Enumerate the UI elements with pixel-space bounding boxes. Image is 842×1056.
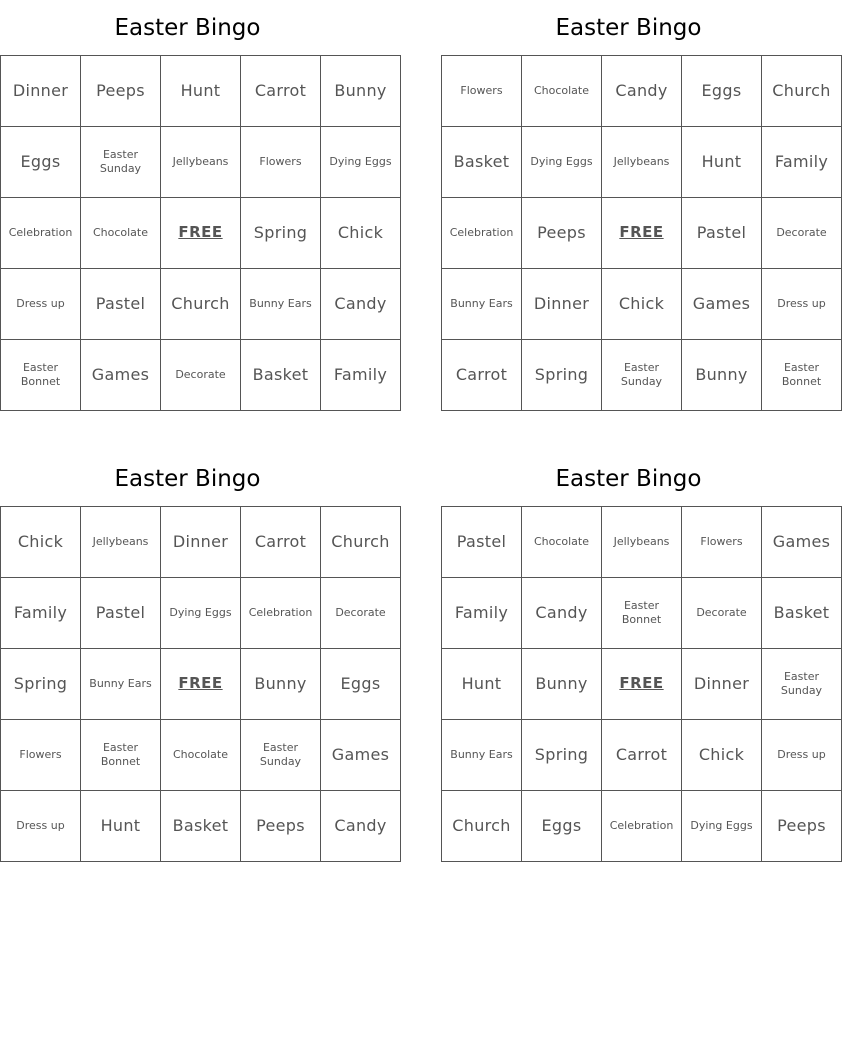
- bingo-cell: Dinner: [522, 269, 602, 340]
- bingo-cell: Dress up: [1, 269, 81, 340]
- bingo-row: [442, 269, 842, 340]
- bingo-row: [442, 56, 842, 127]
- bingo-cell: Bunny Ears: [241, 269, 321, 340]
- bingo-cell: Bunny: [682, 340, 762, 411]
- bingo-cell: Basket: [241, 340, 321, 411]
- bingo-row: [1, 791, 401, 862]
- bingo-cell: Family: [321, 340, 401, 411]
- bingo-cell: Dinner: [161, 507, 241, 578]
- bingo-cell: Flowers: [241, 127, 321, 198]
- bingo-cell: Dying Eggs: [522, 127, 602, 198]
- bingo-grid: [0, 506, 401, 862]
- bingo-row: [1, 720, 401, 791]
- bingo-cell: Peeps: [241, 791, 321, 862]
- bingo-cell: Pastel: [81, 269, 161, 340]
- bingo-cell: Basket: [161, 791, 241, 862]
- bingo-row: [442, 507, 842, 578]
- bingo-cell: Candy: [321, 791, 401, 862]
- bingo-grid: [441, 55, 842, 411]
- bingo-cell: Eggs: [1, 127, 81, 198]
- bingo-cell: Decorate: [321, 578, 401, 649]
- bingo-cell: Celebration: [241, 578, 321, 649]
- bingo-cell: Peeps: [81, 56, 161, 127]
- bingo-cell: Spring: [241, 198, 321, 269]
- bingo-cell: Peeps: [762, 791, 842, 862]
- bingo-cell: Bunny: [522, 649, 602, 720]
- bingo-row: [442, 198, 842, 269]
- bingo-grid: [0, 55, 401, 411]
- bingo-cell: Peeps: [522, 198, 602, 269]
- bingo-cell: Chick: [682, 720, 762, 791]
- free-space: FREE: [161, 649, 241, 720]
- bingo-cell: Carrot: [241, 56, 321, 127]
- free-space: FREE: [602, 198, 682, 269]
- bingo-cell: Carrot: [241, 507, 321, 578]
- bingo-cell: Dying Eggs: [321, 127, 401, 198]
- bingo-cell: Chick: [321, 198, 401, 269]
- bingo-cell: Family: [1, 578, 81, 649]
- bingo-row: [1, 56, 401, 127]
- bingo-cell: Carrot: [442, 340, 522, 411]
- bingo-cell: Candy: [602, 56, 682, 127]
- bingo-cell: Chocolate: [81, 198, 161, 269]
- bingo-row: [442, 578, 842, 649]
- bingo-cell: Eggs: [321, 649, 401, 720]
- bingo-cell: Games: [321, 720, 401, 791]
- bingo-cell: Easter Bonnet: [762, 340, 842, 411]
- bingo-cell: Jellybeans: [161, 127, 241, 198]
- bingo-row: [1, 578, 401, 649]
- bingo-cell: Pastel: [81, 578, 161, 649]
- bingo-cell: Flowers: [682, 507, 762, 578]
- bingo-cell: Celebration: [1, 198, 81, 269]
- bingo-cell: Decorate: [762, 198, 842, 269]
- bingo-cell: Carrot: [602, 720, 682, 791]
- bingo-cell: Church: [321, 507, 401, 578]
- bingo-cell: Chick: [602, 269, 682, 340]
- bingo-row: [442, 127, 842, 198]
- bingo-cell: Chocolate: [161, 720, 241, 791]
- free-space: FREE: [161, 198, 241, 269]
- bingo-cell: Dinner: [1, 56, 81, 127]
- card-title: Easter Bingo: [555, 466, 702, 492]
- bingo-row: [1, 127, 401, 198]
- bingo-row: [442, 720, 842, 791]
- bingo-cell: Hunt: [161, 56, 241, 127]
- bingo-cell: Easter Bonnet: [1, 340, 81, 411]
- bingo-cell: Bunny Ears: [81, 649, 161, 720]
- bingo-cell: Jellybeans: [602, 127, 682, 198]
- bingo-cell: Chocolate: [522, 56, 602, 127]
- bingo-cell: Games: [81, 340, 161, 411]
- bingo-cell: Easter Sunday: [241, 720, 321, 791]
- bingo-row: [1, 269, 401, 340]
- bingo-cell: Dress up: [762, 720, 842, 791]
- bingo-cell: Candy: [522, 578, 602, 649]
- bingo-cell: Bunny Ears: [442, 720, 522, 791]
- bingo-cell: Dinner: [682, 649, 762, 720]
- bingo-cell: Easter Sunday: [762, 649, 842, 720]
- bingo-cell: Family: [762, 127, 842, 198]
- bingo-row: [1, 198, 401, 269]
- bingo-cell: Games: [682, 269, 762, 340]
- bingo-cell: Celebration: [602, 791, 682, 862]
- bingo-cell: Decorate: [161, 340, 241, 411]
- bingo-row: [1, 507, 401, 578]
- bingo-cell: Spring: [522, 720, 602, 791]
- bingo-cell: Spring: [1, 649, 81, 720]
- bingo-cell: Easter Sunday: [81, 127, 161, 198]
- bingo-cell: Church: [161, 269, 241, 340]
- bingo-cell: Easter Bonnet: [602, 578, 682, 649]
- bingo-cell: Pastel: [442, 507, 522, 578]
- bingo-cell: Basket: [442, 127, 522, 198]
- bingo-grid: [441, 506, 842, 862]
- bingo-cell: Hunt: [81, 791, 161, 862]
- bingo-cell: Dress up: [762, 269, 842, 340]
- bingo-cell: Hunt: [682, 127, 762, 198]
- bingo-cell: Family: [442, 578, 522, 649]
- bingo-cell: Bunny Ears: [442, 269, 522, 340]
- bingo-cell: Flowers: [442, 56, 522, 127]
- bingo-cell: Jellybeans: [602, 507, 682, 578]
- bingo-cell: Dress up: [1, 791, 81, 862]
- bingo-cell: Spring: [522, 340, 602, 411]
- bingo-cell: Games: [762, 507, 842, 578]
- bingo-cell: Dying Eggs: [682, 791, 762, 862]
- bingo-cell: Flowers: [1, 720, 81, 791]
- bingo-cell: Dying Eggs: [161, 578, 241, 649]
- bingo-cell: Jellybeans: [81, 507, 161, 578]
- bingo-cell: Church: [442, 791, 522, 862]
- bingo-cell: Decorate: [682, 578, 762, 649]
- bingo-row: [1, 340, 401, 411]
- bingo-row: [442, 340, 842, 411]
- bingo-cell: Eggs: [522, 791, 602, 862]
- bingo-cell: Bunny: [321, 56, 401, 127]
- bingo-cell: Celebration: [442, 198, 522, 269]
- bingo-cell: Candy: [321, 269, 401, 340]
- bingo-cell: Bunny: [241, 649, 321, 720]
- free-space: FREE: [602, 649, 682, 720]
- bingo-cell: Basket: [762, 578, 842, 649]
- card-title: Easter Bingo: [555, 15, 702, 41]
- bingo-row: [1, 649, 401, 720]
- bingo-cell: Chick: [1, 507, 81, 578]
- bingo-cell: Church: [762, 56, 842, 127]
- card-title: Easter Bingo: [114, 466, 261, 492]
- bingo-cell: Easter Sunday: [602, 340, 682, 411]
- bingo-row: [442, 791, 842, 862]
- bingo-cell: Pastel: [682, 198, 762, 269]
- bingo-cell: Hunt: [442, 649, 522, 720]
- bingo-cell: Easter Bonnet: [81, 720, 161, 791]
- bingo-cell: Chocolate: [522, 507, 602, 578]
- bingo-row: [442, 649, 842, 720]
- bingo-cell: Eggs: [682, 56, 762, 127]
- card-title: Easter Bingo: [114, 15, 261, 41]
